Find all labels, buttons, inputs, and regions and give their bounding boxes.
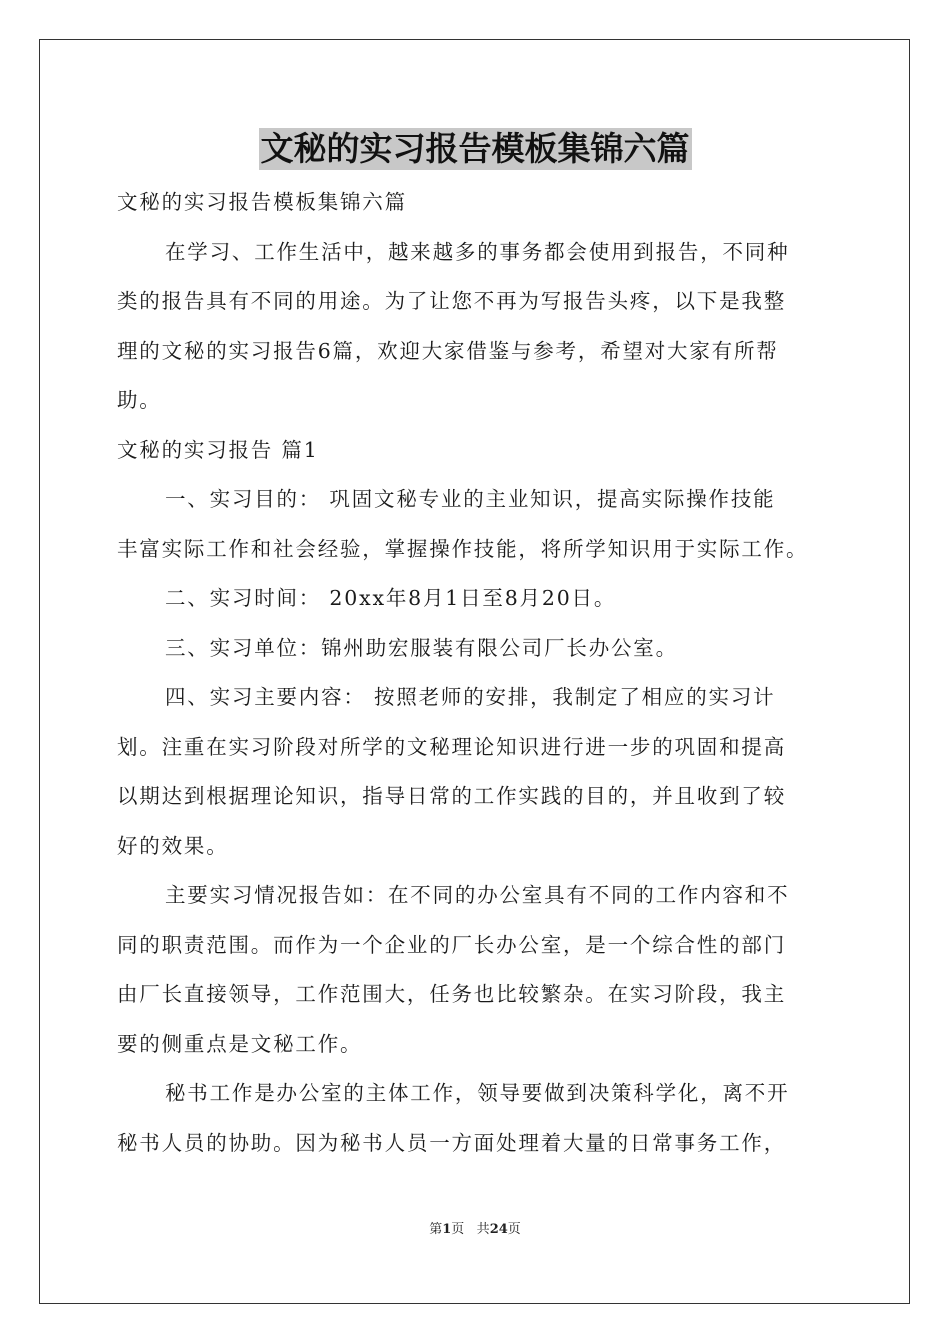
text-line: 理的文秘的实习报告6篇，欢迎大家借鉴与参考，希望对大家有所帮 (117, 338, 779, 363)
title-container (0, 128, 950, 170)
text-line: 好的效果。 (117, 833, 229, 858)
footer-total-prefix: 共 (476, 1222, 490, 1237)
text-line: 由厂长直接领导，工作范围大，任务也比较繁杂。在实习阶段，我主 (117, 982, 786, 1006)
footer-total-pages: 24 (489, 1222, 508, 1237)
text-line: 类的报告具有不同的用途。为了让您不再为写报告头疼，以下是我整 (117, 289, 786, 313)
text-line: 以期达到根据理论知识，指导日常的工作实践的目的，并且收到了较 (117, 784, 786, 808)
text-line: 三、实习单位：锦州助宏服装有限公司厂长办公室。 (165, 635, 678, 660)
document-title: 文秘的实习报告模板集锦六篇 (260, 129, 690, 168)
text-line: 划。注重在实习阶段对所学的文秘理论知识进行进一步的巩固和提高 (117, 734, 786, 759)
text-line: 文秘的实习报告模板集锦六篇 (117, 190, 407, 214)
footer-page-number: 1 (442, 1222, 452, 1237)
footer-prefix: 第 (429, 1222, 443, 1237)
text-line: 文秘的实习报告 篇1 (117, 437, 319, 462)
text-line: 四、实习主要内容： 按照老师的安排，我制定了相应的实习计 (165, 685, 776, 709)
footer-page-suffix: 页 (451, 1222, 465, 1237)
footer-total-suffix: 页 (507, 1222, 521, 1237)
text-line: 二、实习时间： 20xx年8月1日至8月20日。 (165, 586, 617, 610)
text-line: 助。 (117, 388, 162, 412)
document-body (117, 178, 837, 1168)
text-line: 要的侧重点是文秘工作。 (117, 1031, 363, 1056)
text-line: 同的职责范围。而作为一个企业的厂长办公室，是一个综合性的部门 (117, 932, 786, 957)
text-line: 主要实习情况报告如：在不同的办公室具有不同的工作内容和不 (165, 883, 790, 907)
text-line: 秘书人员的协助。因为秘书人员一方面处理着大量的日常事务工作， (117, 1130, 786, 1155)
text-line: 一、实习目的： 巩固文秘专业的主业知识，提高实际操作技能 (165, 487, 776, 511)
text-line: 丰富实际工作和社会经验，掌握操作技能，将所学知识用于实际工作。 (117, 536, 809, 561)
text-line: 在学习、工作生活中，越来越多的事务都会使用到报告，不同种 (165, 239, 790, 264)
page-footer (0, 1220, 950, 1240)
text-line: 秘书工作是办公室的主体工作，领导要做到决策科学化，离不开 (165, 1081, 790, 1105)
